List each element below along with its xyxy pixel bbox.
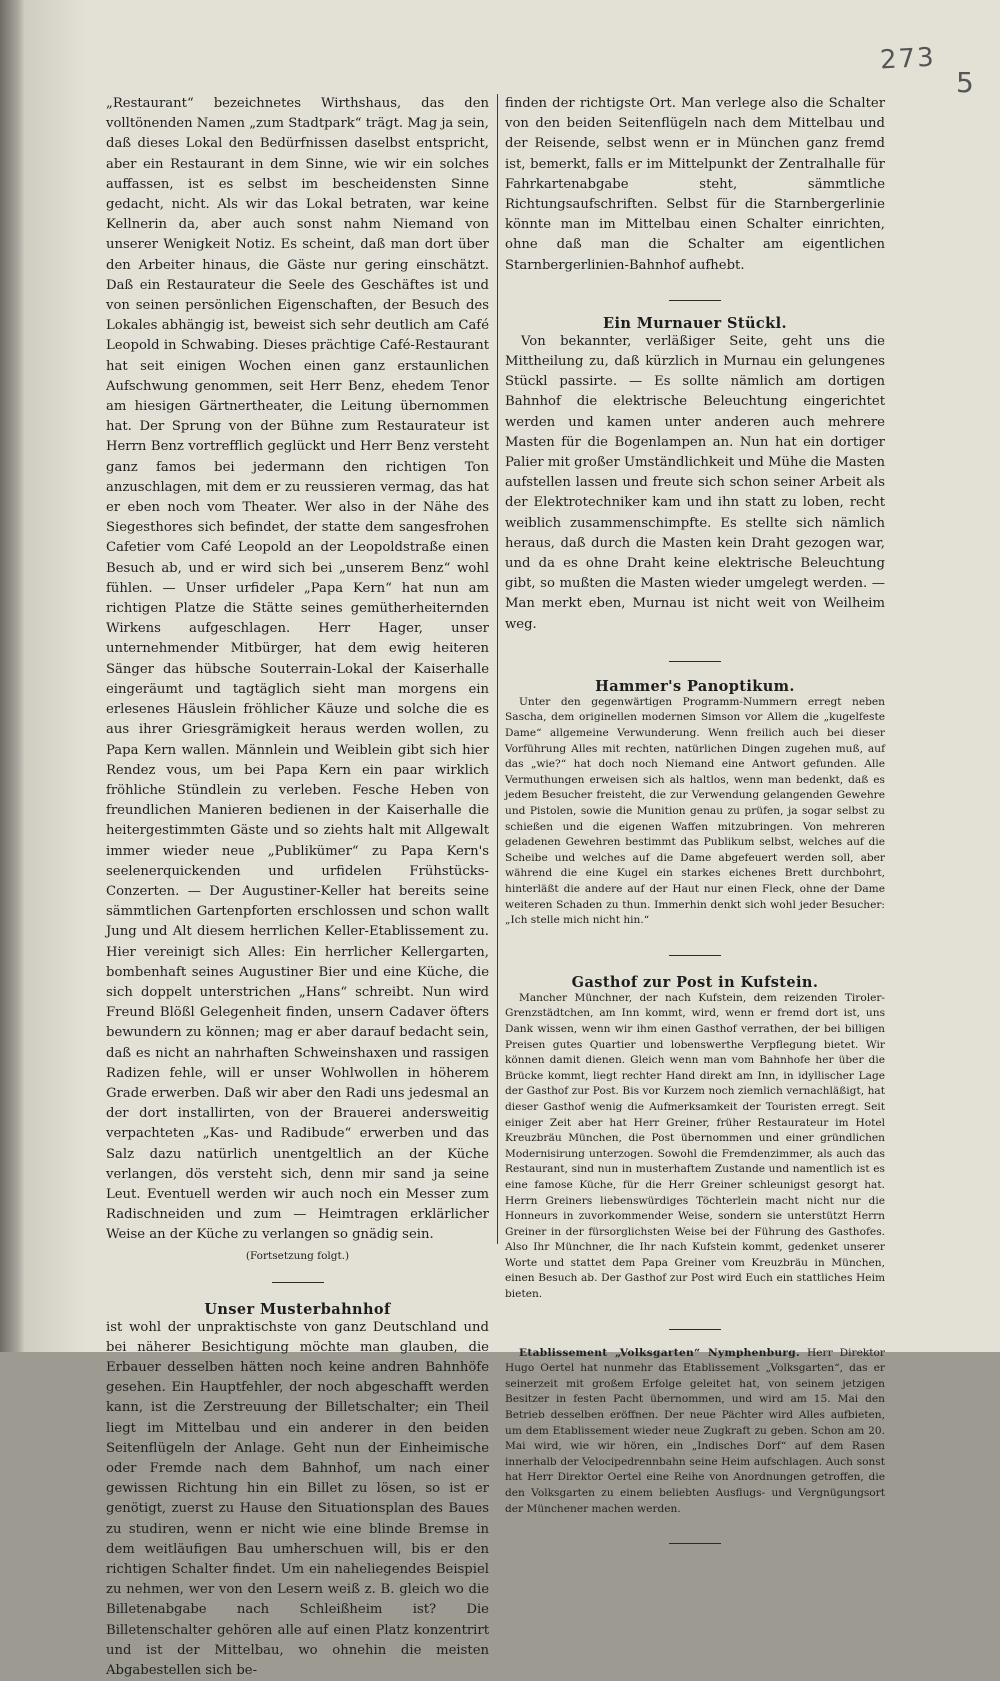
section-divider [669,1543,721,1544]
continued-note: (Fortsetzung folgt.) [245,1249,350,1262]
bahnhof-continuation-text: finden der richtigste Ort. Man verlege also die Schalter von den beiden Seitenflügeln nach dem Mittelbau und der Reisende, selbst wenn er in München ganz fremd ist, bemerkt, falls er im Mittelpunkt der Zentralhalle für Fahrkartenabgabe steht, sämmtliche Richtungsaufschriften. Selbst für die Starnbergerlinie könnte man im Mittelbau einen Schalter einrichten, ohne daß man die Schalter am eigentlichen Starnbergerlinien-Bahnhof aufhebt. [505,96,885,273]
handwritten-margin-mark: 5 [956,66,974,99]
volksgarten-article [505,1346,885,1518]
handwritten-page-number: 273 [879,42,937,76]
murnau-headline: Ein Murnauer Stückl. [603,314,787,332]
page-shadow [26,0,86,1352]
right-column [505,94,885,1544]
bahnhof-headline: Unser Musterbahnhof [204,1300,391,1318]
panoptikum-article-text: Unter den gegenwärtigen Programm-Nummern erregt neben Sascha, dem originellen modernen Simson vor Allem die „kugelfeste Dame“ allgemeine Verwunderung. Wenn freilich auch bei dieser Vorführung Alles mit rechten, natürlichen Dingen zugehen muß, auf das „wie?“ hat doch noch Niemand eine Antwort gefunden. Alle Vermuthungen erweisen sich als haltlos, wenn man bedenkt, daß es jedem Besucher freisteht, die zur Verwendung gelangenden Gewehre und Pistolen, sowie die Munition genau zu prüfen, ja sogar selbst zu schießen und die eigenen Waffen mitzubringen. Von mehreren geladenen Gewehren bestimmt das Publikum selbst, welches auf die Scheibe und welches auf die Dame abgefeuert werden soll, aber während die eine Kugel ein starkes eichenes Brett durchbohrt, hinterläßt die andere auf der Haut nur einen Fleck, ohne der Dame weiteren Schaden zu thun. Immerhin denkt sich wohl jeder Besucher: „Ich stelle mich nicht hin.“ [505,695,885,927]
bahnhof-article-text: ist wohl der unpraktischste von ganz Deutschland und bei näherer Besichtigung möchte man glauben, die Erbauer desselben hätten noch keine andren Bahnhöfe gesehen. Ein Hauptfehler, der noch abgeschafft werden kann, ist die Zerstreuung der Billetschalter; ein Theil liegt im Mittelbau und ein anderer in den beiden Seitenflügeln der Anlage. Geht nun der Einheimische oder Fremde nach dem Bahnhof, um nach einer gewissen Richtung hin ein Billet zu lösen, so ist er genötigt, zuerst zu Hause den Situationsplan des Baues zu studiren, wenn er nicht wie eine blinde Bremse in dem weitläufigen Bau umherschuen will, bis er den richtigen Schalter findet. Um ein naheliegendes Beispiel zu nehmen, wer von den Lesern weiß z. B. gleich wo die Billetenabgabe nach Schleißheim ist? Die Billetenschalter gehören alle auf einen Platz konzentrirt und ist der Mittelbau, wo ohnehin die meisten Abgabestellen sich be- [106,1319,489,1679]
volksgarten-headline: Etablissement „Volksgarten“ Nymphenburg. [519,1346,800,1359]
volksgarten-article-text: Herr Direktor Hugo Oertel hat nunmehr das Etablissement „Volksgarten“, das er seinerzeit mit großem Erfolge geleitet hat, von seinem jetzigen Besitzer in festen Pacht übernommen, und wird am 15. Mai den Betrieb desselben eröffnen. Der neue Pächter wird Alles aufbieten, um dem Etablissement wieder neue Zugkraft zu geben. Schon am 20. Mai wird, wie wir hören, ein „Indisches Dorf“ auf dem Rasen innerhalb der Velocipedrennbahn seine Heim aufschlagen. Auch sonst hat Herr Direktor Oertel eine Reihe von Anordnungen getroffen, die den Volksgarten zu einem beliebten Ausflugs- und Vergnügungsort der Münchener machen werden. [505,1346,885,1515]
column-rule [497,94,498,1244]
book-gutter [0,0,26,1352]
kufstein-headline: Gasthof zur Post in Kufstein. [571,973,819,991]
left-column [106,94,489,1681]
panoptikum-headline: Hammer's Panoptikum. [595,677,795,695]
restaurant-article-text: „Restaurant“ bezeichnetes Wirthshaus, das den volltönenden Namen „zum Stadtpark“ trägt. Mag ja sein, daß dieses Lokal den Bedürfnissen daselbst entspricht, aber ein Restaurant in dem Sinne, wie wir ein solches auffassen, ist es selbst im bescheidensten Sinne gedacht, nicht. Als wir das Lokal betraten, war keine Kellnerin da, aber auch sonst nahm Niemand von unserer Wenigkeit Notiz. Es scheint, daß man dort über den Arbeiter hinaus, die Gäste nur gering einschätzt. Daß ein Restaurateur die Seele des Geschäftes ist und von seinen persönlichen Eigenschaften, der Besuch des Lokales abhängig ist, beweist sich sehr deutlich am Café Leopold in Schwabing. Dieses prächtige Café-Restaurant hat seit einigen Wochen einen ganz erstaunlichen Aufschwung genommen, seit Herr Benz, ehedem Tenor am hiesigen Gärtnertheater, die Leitung übernommen hat. Der Sprung von der Bühne zum Restaurateur ist Herrn Benz vortrefflich geglückt und Herr Benz versteht ganz famos bei jedermann den richtigen Ton anzuschlagen, mit dem er zu reussieren vermag, das hat er eben noch vom Theater. Wer also in der Nähe des Siegesthores sich befindet, der statte dem sangesfrohen Cafetier vom Café Leopold an der Leopoldstraße einen Besuch ab, und er wird sich bei „unserem Benz“ wohl fühlen. — Unser urfideler „Papa Kern“ hat nun am richtigen Platze die Stätte seines gemütherheiternden Wirkens aufgeschlagen. Herr Hager, unser unternehmender Mitbürger, hat dem ewig heiteren Sänger das hübsche Souterrain-Lokal der Kaiserhalle eingeräumt und tagtäglich sieht man morgens ein erlesenes Häuslein fröhlicher Käuze und solche die es aus ihrer Griesgrämigkeit heraus werden wollen, zu Papa Kern wallen. Männlein und Weiblein gibt sich hier Rendez vous, um bei Papa Kern ein paar wirklich fröhliche Stündlein zu verleben. Fesche Heben von freundlichen Manieren bedienen in der Kaiserhalle die heitergestimmten Gäste und so ziehts halt mit Allgewalt immer wieder neue „Publikümer“ zu Papa Kern's seelenerquickenden und urfidelen Frühstücks-Conzerten. — Der Augustiner-Keller hat bereits seine sämmtlichen Gartenpforten erschlossen und schon wallt Jung und Alt diesem herrlichen Keller-Etablissement zu. Hier vereinigt sich Alles: Ein herrlicher Kellergarten, bombenhaft seines Augustiner Bier und eine Küche, die sich doppelt unterstrichen „Hans“ schreibt. Nun wird Freund Blößl Gelegenheit finden, unsern Cadaver öfters bewundern zu können; mag er aber darauf bedacht sein, daß es nicht an nahrhaften Schweinshaxen und rassigen Radizen fehle, will er unser Wohlwollen in höherem Grade erwerben. Daß wir aber den Radi uns jedesmal an der dort installirten, von der Brauerei andersweitig verpachteten „Kas- und Radibude“ erwerben und das Salz dazu natürlich unentgeltlich an der Küche verlangen, dös versteht sich, denn mir sand ja seine Leut. Eventuell werden wir auch noch ein Messer zum Radischneiden und zum — Heimtragen erklärlicher Weise an der Küche zu verlangen so gnädig sein. [106,96,489,1243]
kufstein-article-text: Mancher Münchner, der nach Kufstein, dem reizenden Tiroler-Grenzstädtchen, am Inn kommt, wird, wenn er fremd dort ist, uns Dank wissen, wenn wir ihm einen Gasthof verrathen, der bei billigen Preisen gutes Quartier und lobenswerthe Verpflegung bietet. Wir können damit dienen. Gleich wenn man vom Bahnhofe her über die Brücke kommt, liegt rechter Hand direkt am Inn, in idyllischer Lage der Gasthof zur Post. Bis vor Kurzem noch ziemlich vernachläßigt, hat dieser Gasthof wenig die Aufmerksamkeit der Touristen erregt. Seit einiger Zeit aber hat Herr Greiner, früher Restaurateur im Hotel Kreuzbräu München, die Post übernommen und einer gründlichen Modernisirung unterzogen. Sowohl die Fremdenzimmer, als auch das Restaurant, sind nun in musterhaftem Zustande und namentlich ist es eine famose Küche, für die Herr Greiner schleunigst gesorgt hat. Herrn Greiners liebenswürdiges Töchterlein macht nicht nur die Honneurs in zuvorkommender Weise, sondern sie unterstützt Herrn Greiner in der fürsorglichsten Weise bei der Führung des Gasthofes. Also Ihr Münchner, die Ihr nach Kufstein kommt, gedenket unserer Worte und stattet dem Papa Greiner vom Kreuzbräu in München, einen Besuch ab. Der Gasthof zur Post wird Euch ein stattliches Heim bieten. [505,991,885,1301]
murnau-article-text: Von bekannter, verläßiger Seite, geht uns die Mittheilung zu, daß kürzlich in Murnau ein gelungenes Stückl passirte. — Es sollte nämlich am dortigen Bahnhof die elektrische Beleuchtung eingerichtet werden und kamen unter anderen auch mehrere Masten für die Bogenlampen an. Nun hat ein dortiger Palier mit großer Umständlichkeit und Mühe die Masten aufstellen lassen und freute sich schon seiner Arbeit als der Elektrotechniker kam und ihn statt zu loben, recht weiblich zusammenschimpfte. Es stellte sich nämlich heraus, daß durch die Masten kein Draht gezogen war, und da es ohne Draht keine elektrische Beleuchtung gibt, so mußten die Masten wieder umgelegt werden. — Man merkt eben, Murnau ist nicht weit von Weilheim weg. [505,333,885,632]
